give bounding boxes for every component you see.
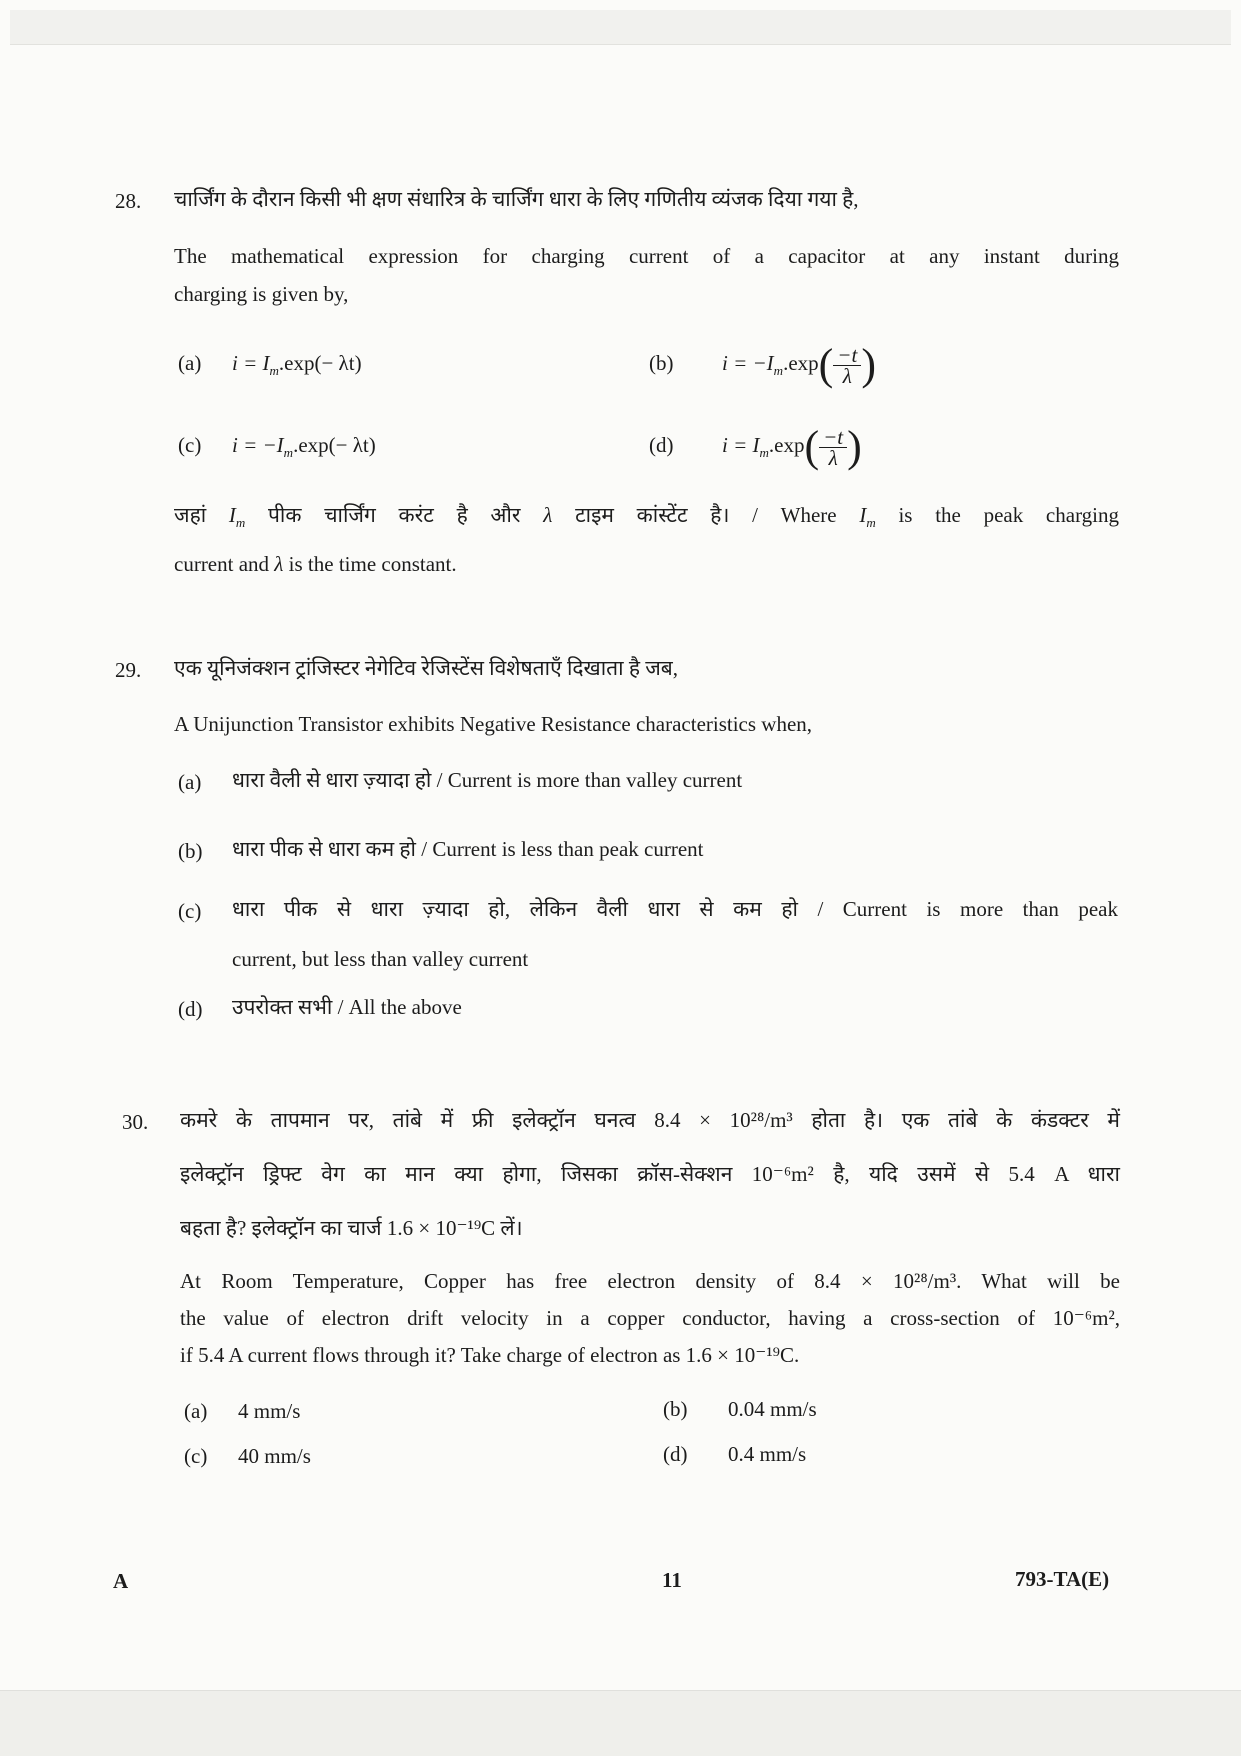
question-text-hindi: चार्जिंग के दौरान किसी भी क्षण संधारित्र के चार्जिंग धारा के लिए गणितीय व्यंजक दिया गया है, — [174, 187, 859, 211]
option-label: (b) — [649, 351, 674, 375]
question-number: 30. — [122, 1110, 149, 1134]
question-text-hindi: इलेक्ट्रॉन ड्रिफ्ट वेग का मान क्या होगा, जिसका क्रॉस-सेक्शन 10⁻⁶m² है, यदि उसमें से 5.4 A धारा — [180, 1162, 1120, 1186]
option-c-formula: $i = -I_m.\exp(- \lambda t)$ — [232, 433, 376, 461]
scan-edge-top — [10, 10, 1231, 45]
option-label: (a) — [184, 1399, 208, 1423]
question-text-hindi: बहता है? इलेक्ट्रॉन का चार्ज 1.6 × 10⁻¹⁹C लें। — [180, 1216, 523, 1240]
option-b-formula: $i = -I_m.\exp$( $\frac{-t}{\lambda}$ ) — [722, 340, 876, 390]
question-text-english: A Unijunction Transistor exhibits Negative Resistance characteristics when, — [174, 712, 813, 736]
option-text: उपरोक्त सभी / All the above — [232, 995, 462, 1019]
option-text: 0.04 mm/s — [728, 1397, 817, 1421]
option-a-formula: $i = I_m.\exp(- \lambda t)$ — [232, 351, 362, 379]
paper-code: 793-TA(E) — [1015, 1567, 1110, 1591]
option-text: धारा वैली से धारा ज़्यादा हो / Current is more than valley current — [232, 768, 743, 792]
series-code: A — [113, 1569, 129, 1593]
option-text: 40 mm/s — [238, 1444, 311, 1468]
option-text: current, but less than valley current — [232, 947, 529, 971]
question-text-english: The mathematical expression for charging current of a capacitor at any instant during — [174, 244, 1119, 268]
option-text: 4 mm/s — [238, 1399, 301, 1423]
option-label: (d) — [663, 1442, 688, 1466]
question-note: current and λ is the time constant. — [174, 552, 457, 576]
option-text: 0.4 mm/s — [728, 1442, 807, 1466]
option-label: (a) — [178, 351, 202, 375]
question-text-english: charging is given by, — [174, 282, 349, 306]
option-label: (d) — [649, 433, 674, 457]
question-text-english: the value of electron drift velocity in a copper conductor, having a cross-section of 10⁻⁶m², — [180, 1306, 1120, 1330]
option-d-formula: $i = I_m.\exp$( $\frac{-t}{\lambda}$ ) — [722, 422, 862, 472]
question-text-english: if 5.4 A current flows through it? Take charge of electron as 1.6 × 10⁻¹⁹C. — [180, 1343, 800, 1367]
option-label: (a) — [178, 770, 202, 794]
option-label: (b) — [178, 839, 203, 863]
question-text-hindi: एक यूनिजंक्शन ट्रांजिस्टर नेगेटिव रेजिस्टेंस विशेषताएँ दिखाता है जब, — [174, 656, 679, 680]
option-label: (c) — [178, 433, 202, 457]
option-label: (c) — [178, 899, 202, 923]
option-text: धारा पीक से धारा कम हो / Current is less than peak current — [232, 837, 704, 861]
page-number: 11 — [662, 1568, 682, 1592]
question-number: 29. — [115, 658, 142, 682]
scan-edge-bottom — [0, 1690, 1241, 1756]
option-label: (d) — [178, 997, 203, 1021]
question-text-hindi: कमरे के तापमान पर, तांबे में फ्री इलेक्ट्रॉन घनत्व 8.4 × 10²⁸/m³ होता है। एक तांबे के कंडक्टर में — [180, 1108, 1120, 1132]
option-label: (b) — [663, 1397, 688, 1421]
question-text-english: At Room Temperature, Copper has free electron density of 8.4 × 10²⁸/m³. What will be — [180, 1269, 1120, 1293]
option-text: धारा पीक से धारा ज़्यादा हो, लेकिन वैली धारा से कम हो / Current is more than peak — [232, 897, 1118, 921]
question-note: जहां $I_m$ पीक चार्जिंग करंट है और λ टाइम कांस्टेंट है। / Where $I_m$ is the peak charging — [174, 503, 1120, 531]
question-number: 28. — [115, 189, 142, 213]
option-label: (c) — [184, 1444, 208, 1468]
